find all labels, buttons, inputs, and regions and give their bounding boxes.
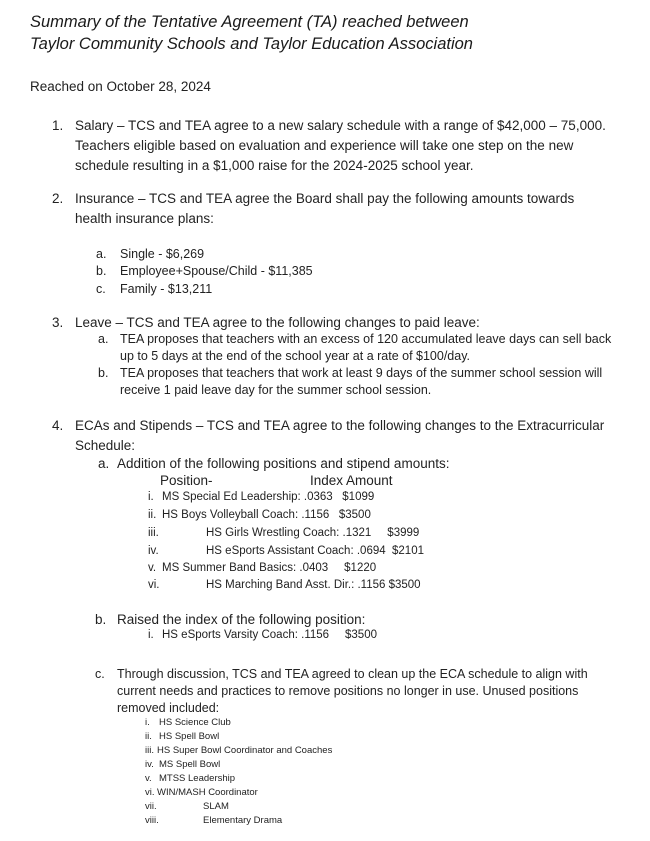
list-marker: ii. [148,509,157,521]
removed-position: HS Super Bowl Coordinator and Coaches [157,745,333,756]
list-marker: b. [96,264,107,278]
list-marker: b. [95,612,107,627]
list-item: Through discussion, TCS and TEA agreed to clean up the ECA schedule to align with [117,667,588,681]
removed-position: HS Science Club [159,717,231,728]
list-marker: viii. [145,815,159,826]
list-item: Employee+Spouse/Child - $11,385 [120,264,313,278]
list-marker: b. [98,366,109,380]
position-row: MS Special Ed Leadership: .0363 $1099 [162,491,375,503]
list-marker: iii. [145,745,154,756]
list-marker: vii. [145,801,157,812]
list-marker: v. [148,562,157,574]
removed-position: MS Spell Bowl [159,759,221,770]
item-text: Insurance – TCS and TEA agree the Board shall pay the following amounts towards [75,191,575,206]
removed-position: WIN/MASH Coordinator [157,787,258,798]
list-marker: c. [95,667,105,681]
item-text: Teachers eligible based on evaluation and experience will take one step on the new [75,138,574,153]
item-number: 3. [52,315,64,330]
list-item: TEA proposes that teachers that work at least 9 days of the summer school session will [120,366,603,380]
list-marker: c. [96,282,106,296]
list-item: Single - $6,269 [120,247,205,261]
column-header-position: Position- [160,473,213,488]
item-number: 2. [52,191,64,206]
list-marker: v. [145,773,152,784]
list-item: current needs and practices to remove positions no longer in use. Unused positions [117,684,579,698]
removed-position: Elementary Drama [203,815,283,826]
list-item: Family - $13,211 [120,282,213,296]
list-item: Raised the index of the following position: [117,612,366,627]
position-row: HS Boys Volleyball Coach: .1156 $3500 [162,509,371,521]
removed-position: SLAM [203,801,229,812]
position-row: HS eSports Assistant Coach: .0694 $2101 [206,545,424,557]
list-marker: iii. [148,527,159,539]
item-text: Salary – TCS and TEA agree to a new salary schedule with a range of $42,000 – 75,000. [75,118,606,133]
list-item: up to 5 days at the end of the school year at a rate of $100/day. [120,349,471,363]
list-marker: a. [98,332,109,346]
list-marker: vi. [145,787,155,798]
list-marker: i. [148,629,154,641]
removed-position: MTSS Leadership [159,773,236,784]
removed-position: HS Spell Bowl [159,731,220,742]
list-marker: iv. [148,545,159,557]
list-item: removed included: [117,701,220,715]
position-row: HS Girls Wrestling Coach: .1321 $3999 [206,527,420,539]
position-row: HS Marching Band Asst. Dir.: .1156 $3500 [206,579,421,591]
title-line-2: Taylor Community Schools and Taylor Education Association [30,35,473,53]
list-marker: ii. [145,731,152,742]
list-marker: vi. [148,579,160,591]
list-item: TEA proposes that teachers with an excess of 120 accumulated leave days can sell back [120,332,612,346]
column-header-index-amount: Index Amount [310,473,393,488]
list-marker: iv. [145,759,154,770]
title-line-1: Summary of the Tentative Agreement (TA) reached between [30,13,469,31]
item-text: health insurance plans: [75,211,214,226]
item-text: schedule resulting in a $1,000 raise for the 2024-2025 school year. [75,158,474,173]
list-marker: a. [98,456,110,471]
list-marker: a. [96,247,107,261]
list-marker: i. [145,717,150,728]
item-text: ECAs and Stipends – TCS and TEA agree to the following changes to the Extracurricular [75,418,605,433]
position-row: HS eSports Varsity Coach: .1156 $3500 [162,629,377,641]
list-item: receive 1 paid leave day for the summer school session. [120,383,432,397]
position-row: MS Summer Band Basics: .0403 $1220 [162,562,377,574]
reached-date: Reached on October 28, 2024 [30,79,211,94]
item-text: Schedule: [75,438,136,453]
list-marker: i. [148,491,154,503]
item-text: Leave – TCS and TEA agree to the following changes to paid leave: [75,315,480,330]
item-number: 4. [52,418,64,433]
item-number: 1. [52,118,64,133]
list-item: Addition of the following positions and stipend amounts: [117,456,450,471]
